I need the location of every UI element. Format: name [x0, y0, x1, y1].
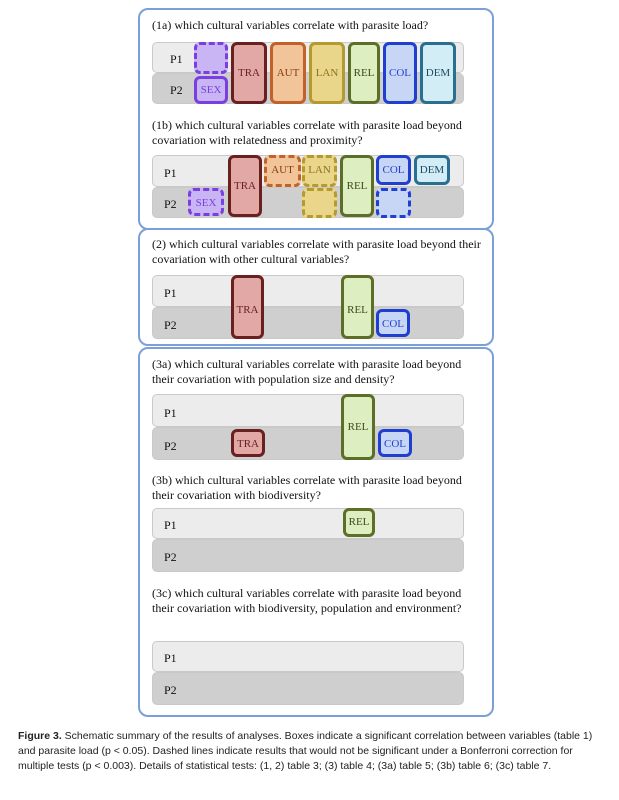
question-1a: (1a) which cultural variables correlate with parasite load? — [152, 18, 429, 32]
label-1b-p2: P2 — [164, 197, 177, 211]
box-3a-tra-label: TRA — [237, 438, 259, 450]
box-1b-col — [376, 155, 411, 185]
caption-text: Schematic summary of the results of analyses. Boxes indicate a significant correlation between variables (table 1) and parasite load (p < 0.05). Dashed lines indicate results that would not be significant under a Bonferroni correction for multiple tests (p < 0.003). Details of statistical tests: (1, 2) table 3; (3) table 4; (3a) table 5; (3b) table 6; (3c) table 7. — [18, 730, 593, 772]
box-1b-lan-p2 — [302, 188, 337, 218]
track-3a-p2 — [152, 427, 464, 460]
track-3b-p2 — [152, 539, 464, 572]
track-3c-p1 — [152, 641, 464, 672]
box-1b-sex-label: SEX — [195, 197, 217, 209]
box-3a-tra — [231, 429, 265, 457]
box-2-rel-label: REL — [347, 304, 368, 316]
track-3c-p2 — [152, 672, 464, 705]
label-1a-p2: P2 — [170, 83, 183, 97]
label-2-p1: P1 — [164, 286, 177, 300]
box-1a-tra — [231, 42, 267, 104]
track-3b-p1 — [152, 508, 464, 539]
box-1b-dem — [414, 155, 450, 185]
box-2-tra-label: TRA — [236, 304, 259, 316]
question-1b: (1b) which cultural variables correlate with parasite load beyond covariation with relatedness and proximity? — [152, 118, 462, 147]
box-1a-sex-dashed — [194, 42, 228, 74]
box-1b-lan — [302, 155, 337, 187]
box-3a-rel — [341, 394, 375, 460]
box-1a-sex-label: SEX — [200, 84, 222, 96]
box-1b-rel-label: REL — [346, 180, 368, 192]
figure-caption — [18, 729, 603, 774]
label-1b-p1: P1 — [164, 166, 177, 180]
box-1b-col-p2 — [376, 188, 411, 218]
box-1b-lan-label: LAN — [308, 164, 331, 176]
box-1b-aut — [264, 155, 301, 187]
box-2-col-label: COL — [382, 318, 404, 330]
label-3a-p2: P2 — [164, 439, 177, 453]
box-1b-tra — [228, 155, 262, 217]
box-1b-dem-label: DEM — [419, 164, 445, 176]
label-3a-p1: P1 — [164, 406, 177, 420]
box-1a-aut — [270, 42, 306, 104]
question-3b: (3b) which cultural variables correlate with parasite load beyond their covariation with biodiversity? — [152, 473, 462, 502]
box-1b-col-label: COL — [382, 164, 405, 176]
box-2-rel — [341, 275, 374, 339]
track-2-p1 — [152, 275, 464, 307]
box-1a-col — [383, 42, 417, 104]
box-1a-col-label: COL — [389, 67, 411, 79]
box-3b-rel — [343, 508, 375, 537]
track-3a-p1 — [152, 394, 464, 427]
label-3c-p2: P2 — [164, 683, 177, 697]
label-1a-p1: P1 — [170, 52, 183, 66]
box-3a-col-label: COL — [384, 438, 406, 450]
label-2-p2: P2 — [164, 318, 177, 332]
caption-label: Figure 3. — [18, 730, 62, 742]
box-3a-col — [378, 429, 412, 457]
question-2: (2) which cultural variables correlate with parasite load beyond their covariation with other cultural variables? — [152, 237, 481, 266]
box-1b-tra-label: TRA — [234, 180, 256, 192]
label-3b-p1: P1 — [164, 518, 177, 532]
box-2-col — [376, 309, 410, 337]
track-2-p2 — [152, 307, 464, 339]
box-1a-lan — [309, 42, 345, 104]
box-1a-sex — [194, 76, 228, 104]
box-1b-sex — [188, 188, 224, 216]
box-3a-rel-label: REL — [347, 421, 369, 433]
box-1a-lan-label: LAN — [315, 67, 339, 79]
box-1a-tra-label: TRA — [238, 67, 260, 79]
box-1a-dem-label: DEM — [425, 67, 451, 79]
box-1a-dem — [420, 42, 456, 104]
box-2-tra — [231, 275, 264, 339]
question-3a: (3a) which cultural variables correlate with parasite load beyond their covariation with population size and density? — [152, 357, 462, 386]
box-1a-aut-label: AUT — [276, 67, 300, 79]
box-1b-rel — [340, 155, 374, 217]
label-3c-p1: P1 — [164, 651, 177, 665]
label-3b-p2: P2 — [164, 550, 177, 564]
box-1a-rel-label: REL — [353, 67, 375, 79]
box-1b-aut-label: AUT — [271, 164, 294, 176]
question-3c: (3c) which cultural variables correlate with parasite load beyond their covariation with biodiversity, population and environment? — [152, 586, 462, 615]
box-3b-rel-label: REL — [348, 516, 370, 528]
box-1a-rel — [348, 42, 380, 104]
